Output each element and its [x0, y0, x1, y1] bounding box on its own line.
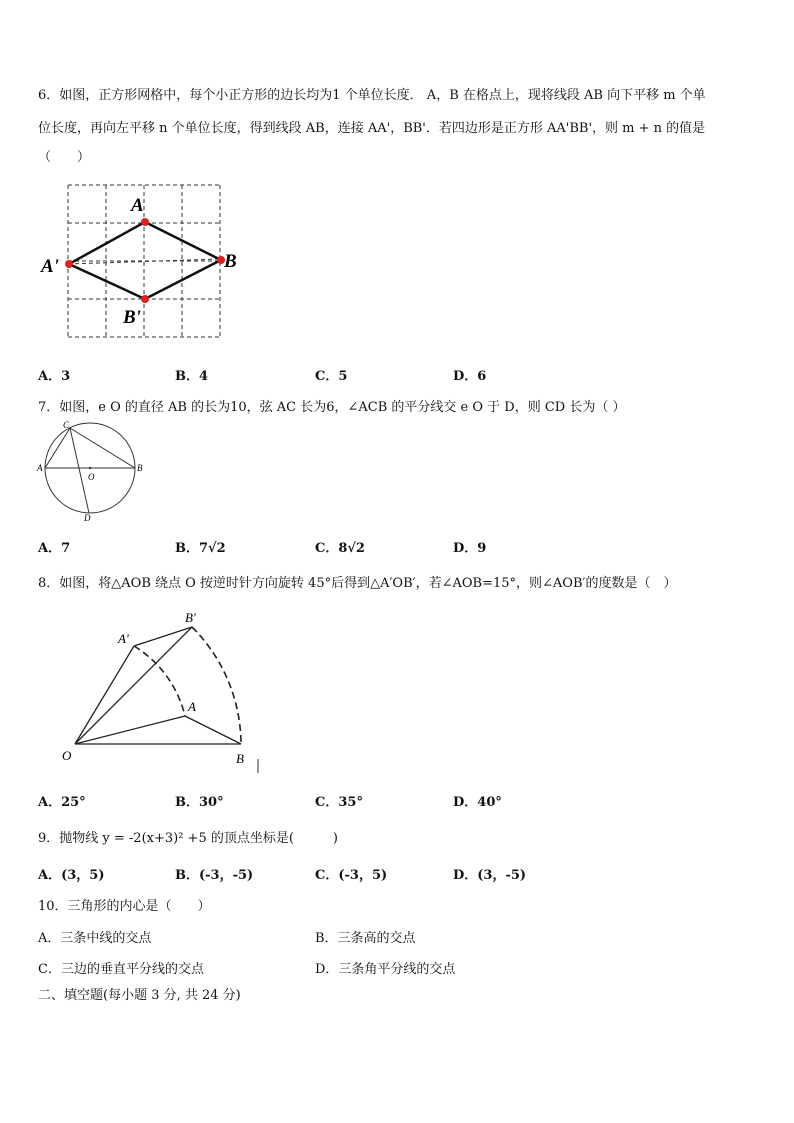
q7-option-a: A．7 [38, 541, 71, 556]
q9-option-a: A．(3，5) [38, 868, 105, 883]
q10-option-d: D．三条角平分线的交点 [315, 962, 456, 977]
q7-option-d: D．9 [453, 541, 487, 556]
q6-option-c: C．5 [315, 369, 348, 384]
q6-label-b1: B' [123, 307, 141, 328]
q7-label-a: A [37, 463, 43, 473]
q6-grid [68, 185, 220, 337]
q6-line3: （ ） [38, 150, 91, 165]
q7-label-d: D [84, 513, 91, 523]
q7-label-o: O [88, 472, 95, 482]
q6-line2: 位长度，再向左平移 n 个单位长度，得到线段 AB，连接 AA'，BB'．若四边形是正方形 AA'BB'，则 m + n 的值是 [38, 121, 706, 136]
q6-option-a: A．3 [38, 369, 71, 384]
q9-option-b: B．(-3，-5) [175, 868, 254, 883]
q7-option-c: C．8√2 [315, 541, 365, 556]
q9-text: 9．抛物线 y = -2(x+3)² +5 的顶点坐标是( ) [38, 831, 338, 846]
q10-option-a: A．三条中线的交点 [38, 931, 152, 946]
q7-label-c: C [63, 420, 70, 430]
q8-label-b1: B′ [185, 610, 196, 625]
q8-option-b: B．30° [175, 795, 224, 810]
q6-line1: 6．如图，正方形网格中，每个小正方形的边长均为1 个单位长度． A，B 在格点上，现将线段 AB 向下平移 m 个单 [38, 88, 706, 103]
q8-figure [55, 603, 280, 778]
q8-text: 8．如图，将△AOB 绕点 O 按逆时针方向旋转 45°后得到△A′OB′，若∠AOB=15°，则∠AOB′的度数是（ ） [38, 576, 677, 591]
section-title: 二、填空题(每小题 3 分, 共 24 分) [38, 988, 241, 1003]
q6-label-a: A [131, 195, 144, 216]
q6-option-b: B．4 [175, 369, 209, 384]
q8-option-d: D．40° [453, 795, 502, 810]
q9-option-d: D．(3，-5) [453, 868, 527, 883]
q6-option-d: D．6 [453, 369, 487, 384]
q6-figure [35, 180, 235, 345]
q6-label-a1: A' [41, 256, 59, 277]
q6-label-b: B [224, 251, 237, 272]
q8-label-b: B [236, 751, 244, 766]
q7-text: 7．如图，e O 的直径 AB 的长为10，弦 AC 长为6，∠ACB 的平分线交 e O 于 D，则 CD 长为（ ） [38, 400, 626, 415]
q8-option-a: A．25° [38, 795, 86, 810]
q10-text: 10．三角形的内心是（ ） [38, 899, 211, 914]
q9-option-c: C．(-3，5) [315, 868, 388, 883]
q7-label-b: B [137, 463, 143, 473]
q8-option-c: C．35° [315, 795, 363, 810]
q10-option-b: B．三条高的交点 [315, 931, 416, 946]
q8-label-a: A [188, 699, 196, 714]
q8-label-o: O [62, 748, 72, 763]
q8-label-a1: A′ [118, 631, 129, 646]
q7-figure [33, 420, 148, 522]
q10-option-c: C．三边的垂直平分线的交点 [38, 962, 204, 977]
q7-option-b: B．7√2 [175, 541, 226, 556]
